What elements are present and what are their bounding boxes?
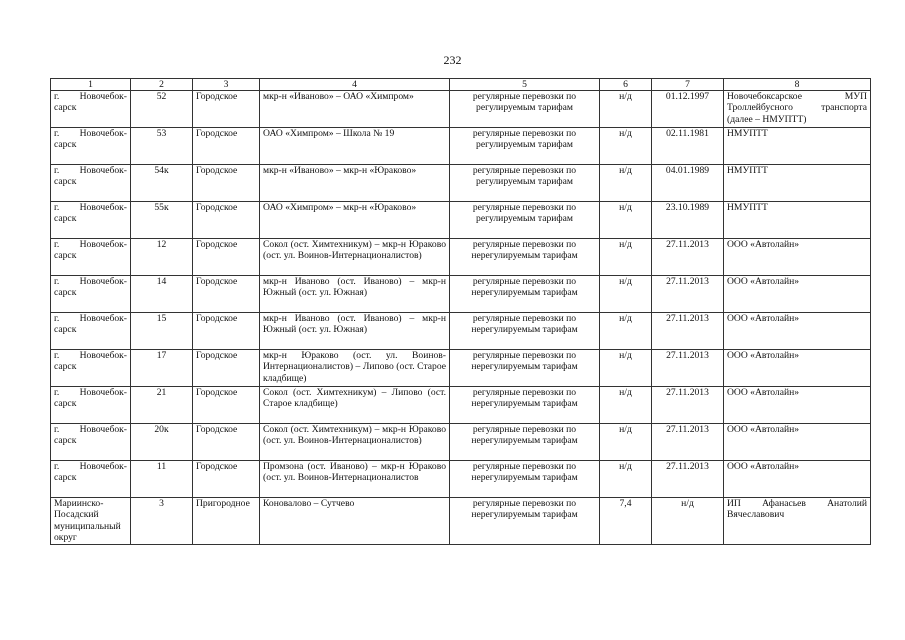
table-row (51, 313, 871, 350)
column-number: 7 (652, 79, 724, 91)
carrier-cell: ООО «Автолайн» (724, 461, 871, 498)
route-number-cell: 11 (131, 461, 193, 498)
route-path-cell: мкр-н «Иваново» – ОАО «Химпром» (260, 91, 450, 128)
route-number-cell: 14 (131, 276, 193, 313)
routes-table (50, 78, 871, 545)
length-cell: н/д (600, 461, 652, 498)
route-number-cell: 17 (131, 350, 193, 387)
route-number-cell: 21 (131, 387, 193, 424)
transport-type-cell: регулярные перевозки по нерегулируемым тарифам (450, 239, 600, 276)
route-type-cell: Городское (193, 165, 260, 202)
table-row (51, 202, 871, 239)
carrier-cell: ООО «Автолайн» (724, 276, 871, 313)
route-type-cell: Городское (193, 276, 260, 313)
route-path-cell: Промзона (ост. Иваново) – мкр-н Юраково (ост. ул. Воинов-Интернационалистов (260, 461, 450, 498)
column-number: 1 (51, 79, 131, 91)
column-number: 5 (450, 79, 600, 91)
transport-type-cell: регулярные перевозки по нерегулируемым тарифам (450, 276, 600, 313)
municipality-cell: г. Новочебок-сарск (51, 128, 131, 165)
municipality-cell: г. Новочебок-сарск (51, 276, 131, 313)
municipality-cell: г. Новочебок-сарск (51, 313, 131, 350)
start-date-cell: 27.11.2013 (652, 387, 724, 424)
route-type-cell: Городское (193, 313, 260, 350)
route-type-cell: Городское (193, 350, 260, 387)
route-type-cell: Городское (193, 387, 260, 424)
start-date-cell: 27.11.2013 (652, 313, 724, 350)
start-date-cell: 27.11.2013 (652, 276, 724, 313)
route-type-cell: Городское (193, 239, 260, 276)
table-row (51, 128, 871, 165)
start-date-cell: 27.11.2013 (652, 239, 724, 276)
route-number-cell: 54к (131, 165, 193, 202)
transport-type-cell: регулярные перевозки по нерегулируемым тарифам (450, 424, 600, 461)
municipality-cell: г. Новочебок-сарск (51, 350, 131, 387)
length-cell: н/д (600, 128, 652, 165)
route-type-cell: Городское (193, 202, 260, 239)
transport-type-cell: регулярные перевозки по регулируемым тарифам (450, 165, 600, 202)
column-number: 3 (193, 79, 260, 91)
route-path-cell: Сокол (ост. Химтехникум) – мкр-н Юраково (ост. ул. Воинов-Интернационалистов) (260, 424, 450, 461)
length-cell: н/д (600, 350, 652, 387)
municipality-cell: г. Новочебок-сарск (51, 387, 131, 424)
column-number: 4 (260, 79, 450, 91)
municipality-cell: г. Новочебок-сарск (51, 165, 131, 202)
route-number-cell: 20к (131, 424, 193, 461)
carrier-cell: ООО «Автолайн» (724, 313, 871, 350)
carrier-cell: ООО «Автолайн» (724, 350, 871, 387)
table-row (51, 91, 871, 128)
start-date-cell: 27.11.2013 (652, 424, 724, 461)
transport-type-cell: регулярные перевозки по нерегулируемым тарифам (450, 387, 600, 424)
carrier-cell: НМУПТТ (724, 202, 871, 239)
municipality-cell: г. Новочебок-сарск (51, 239, 131, 276)
transport-type-cell: регулярные перевозки по нерегулируемым тарифам (450, 350, 600, 387)
route-type-cell: Пригородное (193, 498, 260, 545)
start-date-cell: 27.11.2013 (652, 461, 724, 498)
route-path-cell: ОАО «Химпром» – мкр-н «Юраково» (260, 202, 450, 239)
route-path-cell: мкр-н Юраково (ост. ул. Воинов-Интернационалистов) – Липово (ост. Старое кладбище) (260, 350, 450, 387)
route-number-cell: 55к (131, 202, 193, 239)
table-row (51, 276, 871, 313)
column-number: 8 (724, 79, 871, 91)
length-cell: н/д (600, 424, 652, 461)
route-path-cell: мкр-н Иваново (ост. Иваново) – мкр-н Южный (ост. ул. Южная) (260, 276, 450, 313)
start-date-cell: 23.10.1989 (652, 202, 724, 239)
table-row (51, 498, 871, 545)
column-number: 6 (600, 79, 652, 91)
start-date-cell: 04.01.1989 (652, 165, 724, 202)
start-date-cell: 01.12.1997 (652, 91, 724, 128)
column-number-row (51, 79, 871, 91)
route-path-cell: мкр-н «Иваново» – мкр-н «Юраково» (260, 165, 450, 202)
transport-type-cell: регулярные перевозки по регулируемым тарифам (450, 91, 600, 128)
length-cell: н/д (600, 276, 652, 313)
route-number-cell: 15 (131, 313, 193, 350)
route-path-cell: ОАО «Химпром» – Школа № 19 (260, 128, 450, 165)
carrier-cell: ООО «Автолайн» (724, 239, 871, 276)
table-row (51, 165, 871, 202)
length-cell: н/д (600, 91, 652, 128)
start-date-cell: 27.11.2013 (652, 350, 724, 387)
column-number: 2 (131, 79, 193, 91)
table-row (51, 424, 871, 461)
length-cell: н/д (600, 202, 652, 239)
route-type-cell: Городское (193, 461, 260, 498)
municipality-cell: г. Новочебок-сарск (51, 461, 131, 498)
length-cell: 7,4 (600, 498, 652, 545)
start-date-cell: н/д (652, 498, 724, 545)
route-type-cell: Городское (193, 91, 260, 128)
municipality-cell: г. Новочебок-сарск (51, 91, 131, 128)
length-cell: н/д (600, 165, 652, 202)
route-number-cell: 53 (131, 128, 193, 165)
route-path-cell: Сокол (ост. Химтехникум) – Липово (ост. Старое кладбище) (260, 387, 450, 424)
route-type-cell: Городское (193, 128, 260, 165)
page-number: 232 (443, 53, 462, 67)
route-number-cell: 3 (131, 498, 193, 545)
length-cell: н/д (600, 387, 652, 424)
transport-type-cell: регулярные перевозки по нерегулируемым тарифам (450, 498, 600, 545)
length-cell: н/д (600, 313, 652, 350)
transport-type-cell: регулярные перевозки по регулируемым тарифам (450, 202, 600, 239)
carrier-cell: Новочебоксарское МУП Троллейбусного транспорта (далее – НМУПТТ) (724, 91, 871, 128)
route-type-cell: Городское (193, 424, 260, 461)
route-number-cell: 52 (131, 91, 193, 128)
table-row (51, 350, 871, 387)
route-number-cell: 12 (131, 239, 193, 276)
length-cell: н/д (600, 239, 652, 276)
municipality-cell: Мариинско-Посадский муниципальный округ (51, 498, 131, 545)
start-date-cell: 02.11.1981 (652, 128, 724, 165)
municipality-cell: г. Новочебок-сарск (51, 424, 131, 461)
carrier-cell: ООО «Автолайн» (724, 424, 871, 461)
transport-type-cell: регулярные перевозки по нерегулируемым тарифам (450, 313, 600, 350)
transport-type-cell: регулярные перевозки по регулируемым тарифам (450, 128, 600, 165)
carrier-cell: ООО «Автолайн» (724, 387, 871, 424)
carrier-cell: НМУПТТ (724, 128, 871, 165)
municipality-cell: г. Новочебок-сарск (51, 202, 131, 239)
table-row (51, 387, 871, 424)
route-path-cell: мкр-н Иваново (ост. Иваново) – мкр-н Южный (ост. ул. Южная) (260, 313, 450, 350)
route-path-cell: Коновалово – Сутчево (260, 498, 450, 545)
transport-type-cell: регулярные перевозки по нерегулируемым тарифам (450, 461, 600, 498)
route-path-cell: Сокол (ост. Химтехникум) – мкр-н Юраково (ост. ул. Воинов-Интернационалистов) (260, 239, 450, 276)
table-row (51, 239, 871, 276)
carrier-cell: ИП Афанасьев Анатолий Вячеславович (724, 498, 871, 545)
carrier-cell: НМУПТТ (724, 165, 871, 202)
table-row (51, 461, 871, 498)
